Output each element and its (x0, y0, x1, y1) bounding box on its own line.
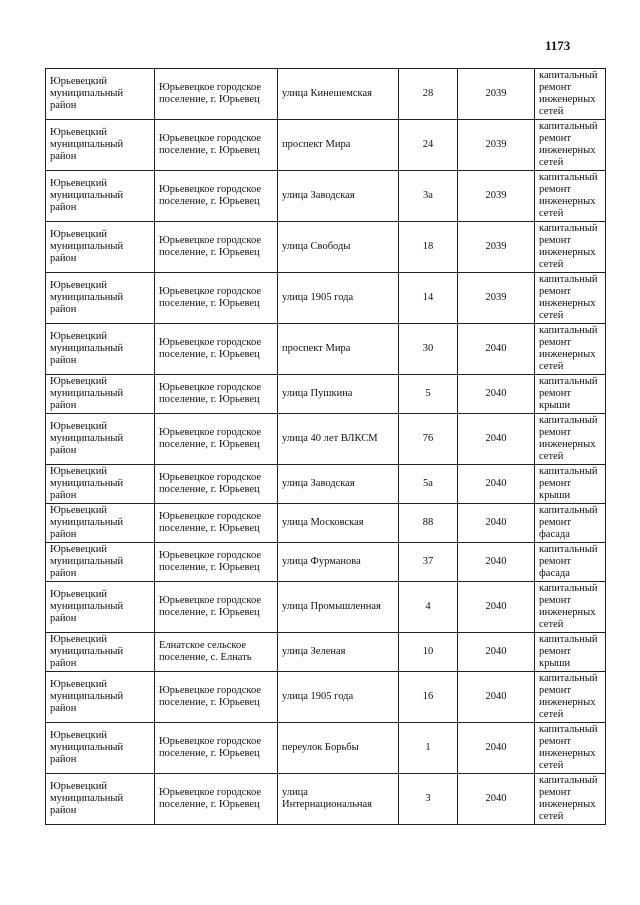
year-cell: 2039 (458, 171, 535, 222)
street-cell: улица Заводская (278, 171, 399, 222)
work-type-cell: капитальный ремонт инженерных сетей (535, 672, 606, 723)
district-cell: Юрьевецкий муниципальный район (46, 375, 155, 414)
work-type-cell: капитальный ремонт инженерных сетей (535, 69, 606, 120)
work-type-cell: капитальный ремонт инженерных сетей (535, 582, 606, 633)
house-number-cell: 30 (399, 324, 458, 375)
district-cell: Юрьевецкий муниципальный район (46, 120, 155, 171)
district-cell: Юрьевецкий муниципальный район (46, 414, 155, 465)
year-cell: 2040 (458, 465, 535, 504)
table-row (46, 171, 606, 222)
district-cell: Юрьевецкий муниципальный район (46, 324, 155, 375)
street-cell: улица Пушкина (278, 375, 399, 414)
year-cell: 2040 (458, 723, 535, 774)
work-type-cell: капитальный ремонт инженерных сетей (535, 774, 606, 825)
work-type-cell: капитальный ремонт крыши (535, 465, 606, 504)
table-body (46, 69, 606, 825)
house-number-cell: 37 (399, 543, 458, 582)
district-cell: Юрьевецкий муниципальный район (46, 582, 155, 633)
district-cell: Юрьевецкий муниципальный район (46, 273, 155, 324)
street-cell: улица Промышленная (278, 582, 399, 633)
district-cell: Юрьевецкий муниципальный район (46, 543, 155, 582)
year-cell: 2040 (458, 774, 535, 825)
table-row (46, 465, 606, 504)
settlement-cell: Юрьевецкое городское поселение, г. Юрьевец (155, 222, 278, 273)
street-cell: улица Кинешемская (278, 69, 399, 120)
work-type-cell: капитальный ремонт инженерных сетей (535, 120, 606, 171)
table-row (46, 273, 606, 324)
settlement-cell: Юрьевецкое городское поселение, г. Юрьевец (155, 465, 278, 504)
settlement-cell: Юрьевецкое городское поселение, г. Юрьевец (155, 414, 278, 465)
table-row (46, 120, 606, 171)
year-cell: 2040 (458, 504, 535, 543)
house-number-cell: 5а (399, 465, 458, 504)
house-number-cell: 5 (399, 375, 458, 414)
year-cell: 2040 (458, 414, 535, 465)
table-row (46, 414, 606, 465)
table-row (46, 633, 606, 672)
year-cell: 2040 (458, 582, 535, 633)
table-row (46, 672, 606, 723)
settlement-cell: Юрьевецкое городское поселение, г. Юрьевец (155, 774, 278, 825)
settlement-cell: Юрьевецкое городское поселение, г. Юрьевец (155, 504, 278, 543)
district-cell: Юрьевецкий муниципальный район (46, 171, 155, 222)
year-cell: 2039 (458, 273, 535, 324)
table-row (46, 543, 606, 582)
settlement-cell: Юрьевецкое городское поселение, г. Юрьевец (155, 273, 278, 324)
year-cell: 2039 (458, 120, 535, 171)
house-number-cell: 10 (399, 633, 458, 672)
settlement-cell: Юрьевецкое городское поселение, г. Юрьевец (155, 543, 278, 582)
district-cell: Юрьевецкий муниципальный район (46, 465, 155, 504)
page-number: 1173 (545, 38, 571, 53)
street-cell: проспект Мира (278, 324, 399, 375)
street-cell: улица Фурманова (278, 543, 399, 582)
house-number-cell: 18 (399, 222, 458, 273)
house-number-cell: 24 (399, 120, 458, 171)
year-cell: 2040 (458, 633, 535, 672)
district-cell: Юрьевецкий муниципальный район (46, 774, 155, 825)
district-cell: Юрьевецкий муниципальный район (46, 222, 155, 273)
work-type-cell: капитальный ремонт инженерных сетей (535, 324, 606, 375)
repair-schedule-table (45, 68, 606, 825)
street-cell: улица Свободы (278, 222, 399, 273)
house-number-cell: 14 (399, 273, 458, 324)
table-row (46, 582, 606, 633)
work-type-cell: капитальный ремонт инженерных сетей (535, 273, 606, 324)
house-number-cell: 16 (399, 672, 458, 723)
house-number-cell: 28 (399, 69, 458, 120)
table-row (46, 723, 606, 774)
table-row (46, 774, 606, 825)
table-row (46, 375, 606, 414)
work-type-cell: капитальный ремонт инженерных сетей (535, 171, 606, 222)
year-cell: 2039 (458, 222, 535, 273)
house-number-cell: 3а (399, 171, 458, 222)
street-cell: проспект Мира (278, 120, 399, 171)
settlement-cell: Юрьевецкое городское поселение, г. Юрьевец (155, 672, 278, 723)
street-cell: переулок Борьбы (278, 723, 399, 774)
district-cell: Юрьевецкий муниципальный район (46, 723, 155, 774)
street-cell: улица Зеленая (278, 633, 399, 672)
district-cell: Юрьевецкий муниципальный район (46, 633, 155, 672)
district-cell: Юрьевецкий муниципальный район (46, 504, 155, 543)
house-number-cell: 1 (399, 723, 458, 774)
street-cell: улица 40 лет ВЛКСМ (278, 414, 399, 465)
street-cell: улица Московская (278, 504, 399, 543)
year-cell: 2040 (458, 324, 535, 375)
table-row (46, 324, 606, 375)
work-type-cell: капитальный ремонт фасада (535, 543, 606, 582)
work-type-cell: капитальный ремонт инженерных сетей (535, 222, 606, 273)
street-cell: улица 1905 года (278, 273, 399, 324)
street-cell: улица 1905 года (278, 672, 399, 723)
settlement-cell: Юрьевецкое городское поселение, г. Юрьевец (155, 69, 278, 120)
settlement-cell: Юрьевецкое городское поселение, г. Юрьевец (155, 324, 278, 375)
work-type-cell: капитальный ремонт крыши (535, 375, 606, 414)
year-cell: 2040 (458, 543, 535, 582)
year-cell: 2039 (458, 69, 535, 120)
house-number-cell: 4 (399, 582, 458, 633)
table-row (46, 222, 606, 273)
house-number-cell: 76 (399, 414, 458, 465)
district-cell: Юрьевецкий муниципальный район (46, 69, 155, 120)
house-number-cell: 88 (399, 504, 458, 543)
settlement-cell: Юрьевецкое городское поселение, г. Юрьевец (155, 120, 278, 171)
settlement-cell: Елнатское сельское поселение, с. Елнать (155, 633, 278, 672)
settlement-cell: Юрьевецкое городское поселение, г. Юрьевец (155, 375, 278, 414)
year-cell: 2040 (458, 375, 535, 414)
street-cell: улица Заводская (278, 465, 399, 504)
table-row (46, 69, 606, 120)
settlement-cell: Юрьевецкое городское поселение, г. Юрьевец (155, 723, 278, 774)
settlement-cell: Юрьевецкое городское поселение, г. Юрьевец (155, 582, 278, 633)
work-type-cell: капитальный ремонт фасада (535, 504, 606, 543)
house-number-cell: 3 (399, 774, 458, 825)
work-type-cell: капитальный ремонт крыши (535, 633, 606, 672)
street-cell: улица Интернациональная (278, 774, 399, 825)
work-type-cell: капитальный ремонт инженерных сетей (535, 414, 606, 465)
settlement-cell: Юрьевецкое городское поселение, г. Юрьевец (155, 171, 278, 222)
year-cell: 2040 (458, 672, 535, 723)
work-type-cell: капитальный ремонт инженерных сетей (535, 723, 606, 774)
district-cell: Юрьевецкий муниципальный район (46, 672, 155, 723)
table-row (46, 504, 606, 543)
